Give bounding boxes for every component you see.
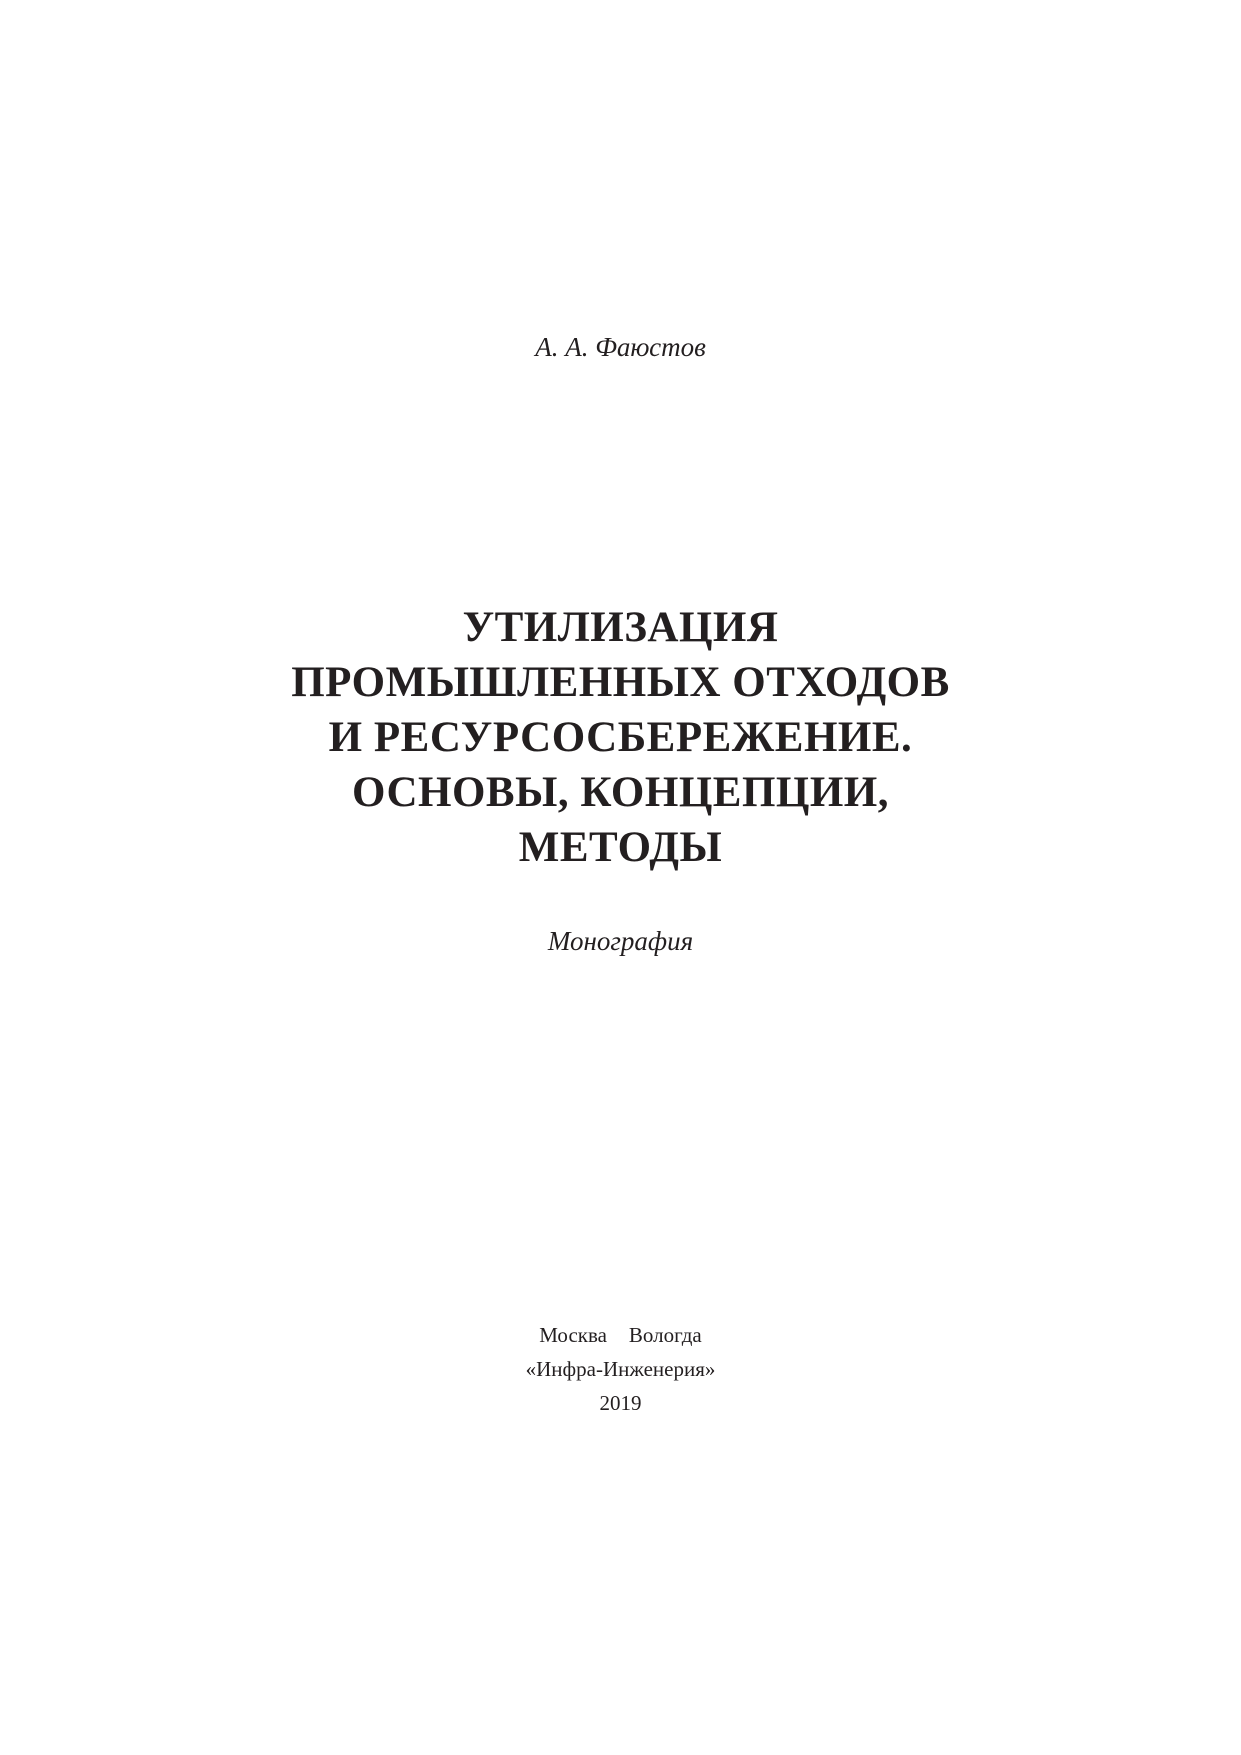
imprint-city-moscow: Москва [539,1323,607,1347]
publisher-name: «Инфра-Инженерия» [525,1357,716,1381]
book-title [220,600,1021,875]
title-line: ПРОМЫШЛЕННЫХ ОТХОДОВ [291,659,950,706]
title-line: МЕТОДЫ [518,824,723,871]
title-line: ОСНОВЫ, КОНЦЕПЦИИ, [352,769,889,816]
imprint-city-vologda: Вологда [628,1323,702,1347]
book-genre: Монография [547,926,694,956]
publisher-imprint [0,1318,1241,1420]
imprint-cities [0,1318,1241,1352]
author-name: А. А. Фаюстов [535,332,706,362]
title-line: УТИЛИЗАЦИЯ [462,604,779,651]
publication-year: 2019 [599,1391,642,1415]
title-line: И РЕСУРСОСБЕРЕЖЕНИЕ. [328,714,913,761]
